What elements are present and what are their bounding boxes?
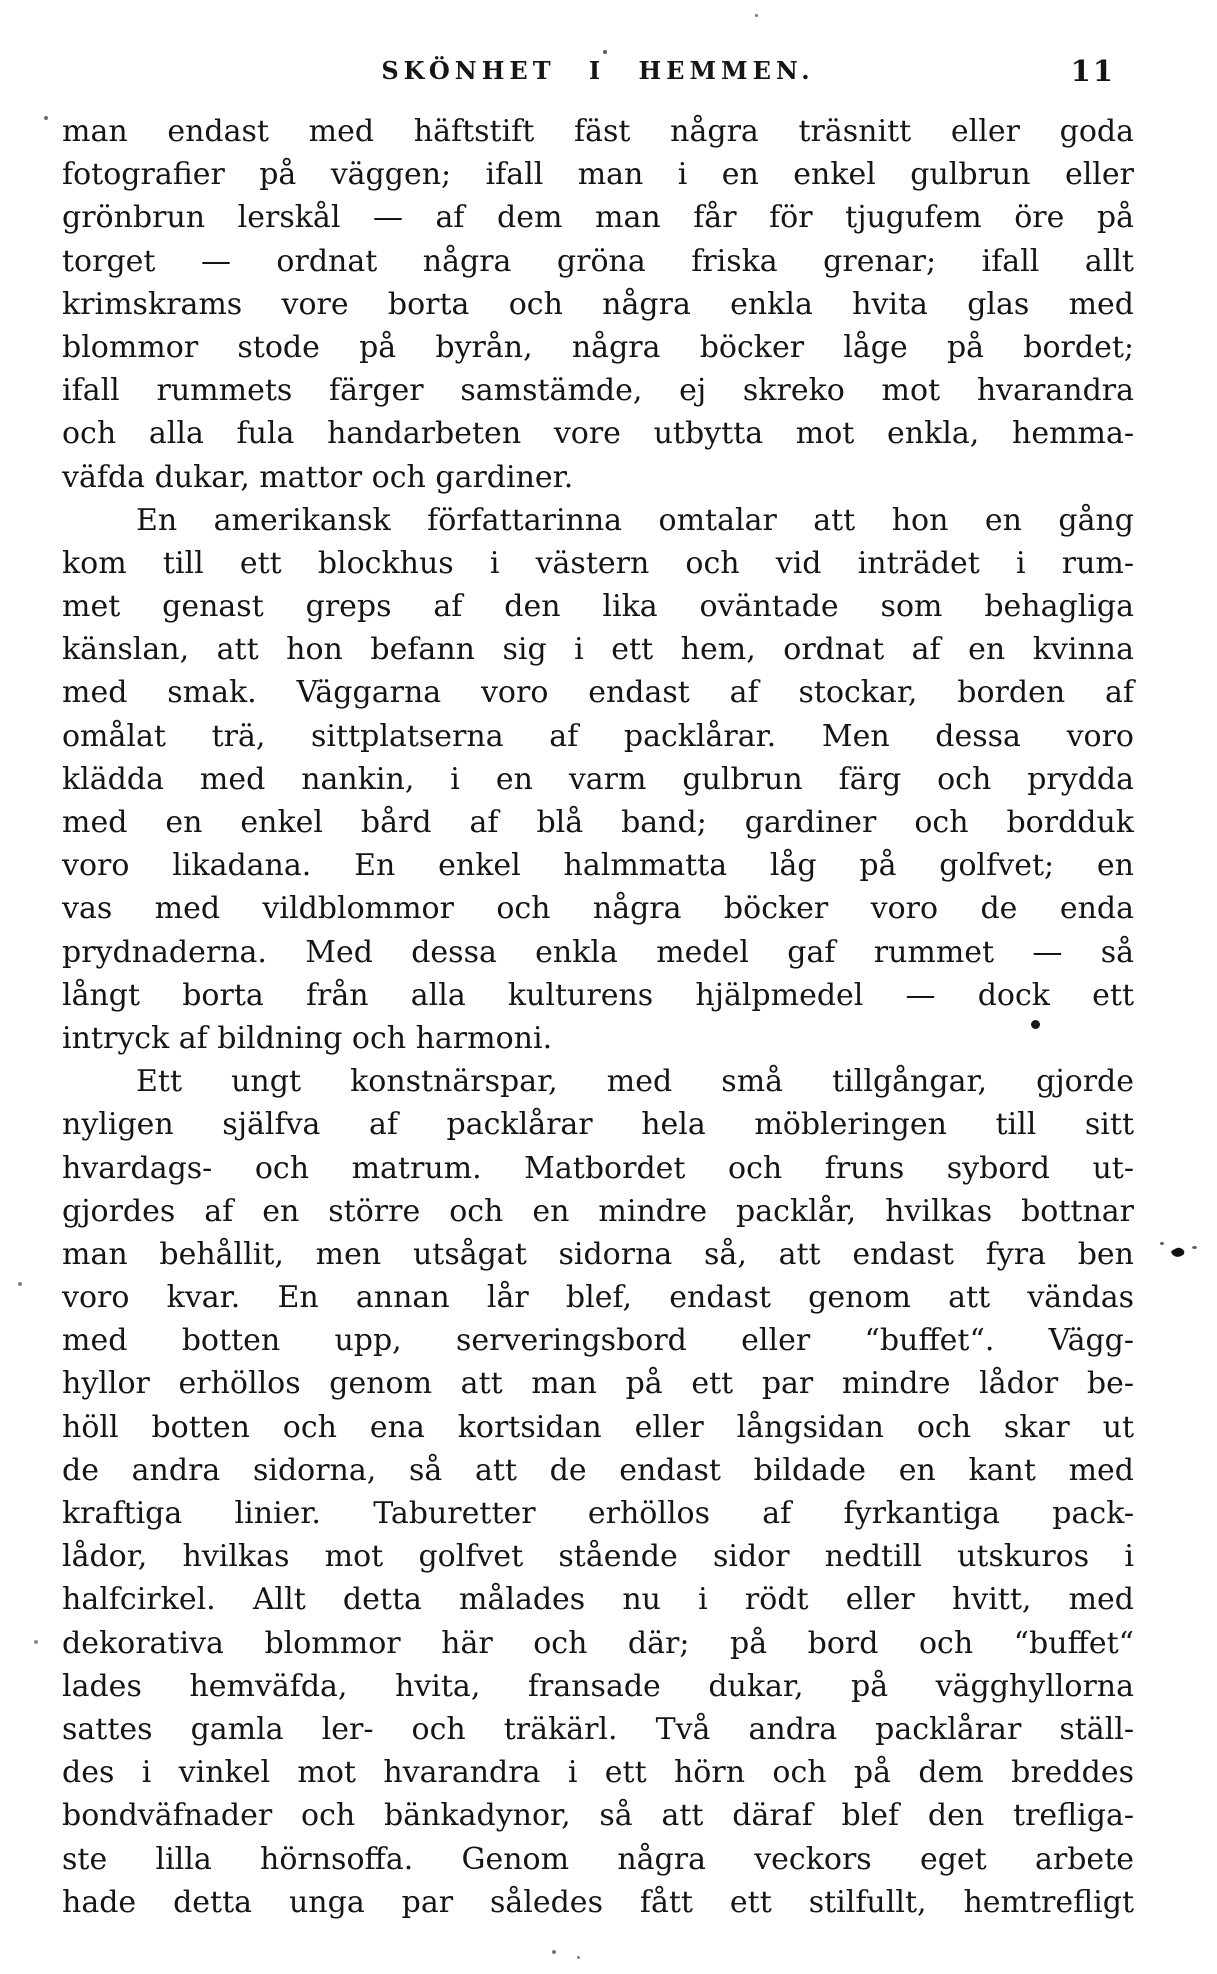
text-line: höll botten och ena kortsidan eller långsidan och skar ut <box>62 1409 1134 1445</box>
text-line: bondväfnader och bänkadynor, så att däraf blef den trefliga- <box>62 1798 1134 1834</box>
ink-speck <box>1031 1020 1040 1029</box>
text-line: med smak. Väggarna voro endast af stockar, borden af <box>62 675 1134 711</box>
text-line: intryck af bildning och harmoni. <box>62 1020 553 1056</box>
text-line: grönbrun lerskål — af dem man får för tjugufem öre på <box>62 200 1134 236</box>
text-line: hyllor erhöllos genom att man på ett par mindre lådor be- <box>62 1366 1134 1402</box>
text-line: man endast med häftstift fäst några träsnitt eller goda <box>62 114 1134 149</box>
text-line: lades hemväfda, hvita, fransade dukar, på vägghyllorna <box>62 1668 1134 1704</box>
text-line: med botten upp, serveringsbord eller “buffet“. Vägg- <box>62 1323 1134 1359</box>
text-line: prydnaderna. Med dessa enkla medel gaf rummet — så <box>62 934 1134 970</box>
text-line: hade detta unga par således fått ett stilfullt, hemtrefligt <box>62 1884 1134 1920</box>
text-line: kraftiga linier. Taburetter erhöllos af fyrkantiga pack- <box>62 1496 1134 1531</box>
text-line: de andra sidorna, så att de endast bildade en kant med <box>62 1452 1134 1488</box>
text-line: vas med vildblommor och några böcker voro de enda <box>62 891 1134 927</box>
ink-speck <box>34 1640 38 1644</box>
text-line: torget — ordnat några gröna friska grenar; ifall allt <box>62 243 1134 279</box>
ink-speck <box>1192 1246 1197 1249</box>
text-line: ifall rummets färger samstämde, ej skreko mot hvarandra <box>62 373 1134 409</box>
text-line: sattes gamla ler- och träkärl. Två andra packlårar ställ- <box>62 1711 1134 1747</box>
ink-speck <box>755 14 758 17</box>
ink-speck <box>18 1282 22 1286</box>
text-line: hvardags- och matrum. Matbordet och fruns sybord ut- <box>62 1150 1134 1186</box>
ink-speck <box>552 1950 556 1954</box>
text-line: krimskrams vore borta och några enkla hvita glas med <box>62 286 1134 322</box>
text-line: des i vinkel mot hvarandra i ett hörn och på dem breddes <box>62 1755 1134 1791</box>
text-line: omålat trä, sittplatserna af packlårar. Men dessa voro <box>62 718 1134 754</box>
text-line: ste lilla hörnsoffa. Genom några veckors eget arbete <box>62 1841 1134 1877</box>
text-line: gjordes af en större och en mindre packlår, hvilkas bottnar <box>62 1193 1134 1229</box>
text-line: blommor stode på byrån, några böcker låge på bordet; <box>62 329 1134 365</box>
text-line: halfcirkel. Allt detta målades nu i rödt eller hvitt, med <box>62 1582 1134 1618</box>
text-line: man behållit, men utsågat sidorna så, att endast fyra ben <box>62 1236 1134 1272</box>
text-line: och alla fula handarbeten vore utbytta mot enkla, hemma- <box>62 416 1134 452</box>
page-header <box>62 48 1134 94</box>
text-line: voro likadana. En enkel halmmatta låg på golfvet; en <box>62 848 1134 884</box>
text-line: dekorativa blommor här och där; på bord och “buffet“ <box>62 1625 1134 1661</box>
text-line: nyligen själfva af packlårar hela möbleringen till sitt <box>62 1107 1134 1143</box>
text-line: Ett ungt konstnärspar, med små tillgångar, gjorde <box>136 1064 1134 1100</box>
text-block <box>62 110 1134 1924</box>
running-title: SKÖNHET I HEMMEN. <box>381 56 815 85</box>
text-line: kom till ett blockhus i västern och vid inträdet i rum- <box>62 545 1134 581</box>
text-line: lådor, hvilkas mot golfvet stående sidor nedtill utskuros i <box>62 1539 1134 1575</box>
page-number: 11 <box>1070 54 1115 88</box>
text-line: långt borta från alla kulturens hjälpmedel — dock ett <box>62 977 1134 1013</box>
text-line: fotografier på väggen; ifall man i en enkel gulbrun eller <box>62 157 1134 193</box>
text-line: med en enkel bård af blå band; gardiner och bordduk <box>62 805 1134 840</box>
text-line: met genast greps af den lika oväntade som behagliga <box>62 589 1134 625</box>
text-line: väfda dukar, mattor och gardiner. <box>62 459 574 495</box>
ink-speck <box>1160 1242 1164 1245</box>
text-line: voro kvar. En annan lår blef, endast genom att vändas <box>62 1280 1134 1316</box>
ink-smudge <box>1171 1246 1186 1260</box>
ink-speck <box>603 50 607 54</box>
text-line: känslan, att hon befann sig i ett hem, ordnat af en kvinna <box>62 632 1134 668</box>
text-line: klädda med nankin, i en varm gulbrun färg och prydda <box>62 761 1134 797</box>
ink-speck <box>44 116 48 120</box>
text-line: En amerikansk författarinna omtalar att hon en gång <box>136 502 1134 538</box>
ink-speck <box>577 1956 580 1959</box>
